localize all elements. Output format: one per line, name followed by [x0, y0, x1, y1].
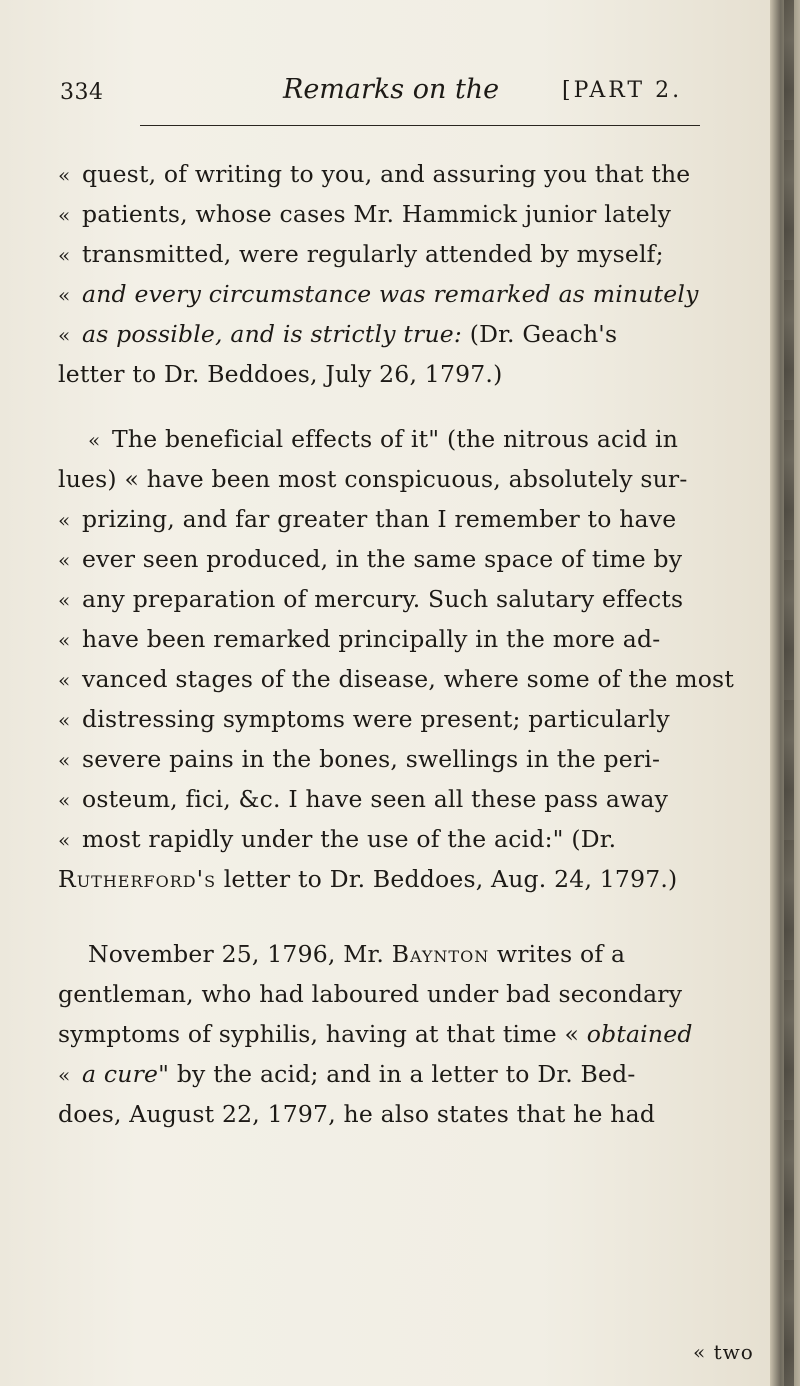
page-number: 334	[60, 80, 104, 105]
text-line: does, August 22, 1797, he also states that he had	[58, 1100, 656, 1128]
text-line: « have been remarked principally in the more ad-	[58, 625, 661, 653]
text-line: « osteum, fici, &c. I have seen all these pass away	[58, 785, 669, 813]
running-head: Remarks on the	[283, 74, 500, 105]
text-line: « a cure" by the acid; and in a letter to Dr. Bed-	[58, 1060, 636, 1088]
text-line: « any preparation of mercury. Such salutary effects	[58, 585, 684, 613]
text-line: « quest, of writing to you, and assuring you that the	[58, 160, 691, 188]
book-spine-edge	[770, 0, 800, 1386]
name-rutherford: Rutherford's	[58, 865, 217, 893]
text-line: « transmitted, were regularly attended by myself;	[58, 240, 664, 268]
text-line: « distressing symptoms were present; particularly	[58, 705, 670, 733]
text-line: lues) « have been most conspicuous, absolutely sur-	[58, 465, 688, 493]
text-line: « severe pains in the bones, swellings in the peri-	[58, 745, 661, 773]
name-baynton: Baynton	[391, 940, 490, 968]
text-line: letter to Dr. Beddoes, July 26, 1797.)	[58, 360, 503, 388]
text-line: « The beneficial effects of it" (the nitrous acid in	[88, 425, 679, 453]
citation-geach: (Dr. Geach's	[469, 320, 618, 348]
text-line: gentleman, who had laboured under bad secondary	[58, 980, 683, 1008]
part-label: [PART 2.	[562, 78, 683, 103]
text-line: « vanced stages of the disease, where some of the most	[58, 665, 734, 693]
text-line: symptoms of syphilis, having at that time « obtained	[58, 1020, 693, 1048]
text-line: « prizing, and far greater than I remember to have	[58, 505, 677, 533]
text-line: « as possible, and is strictly true: (Dr. Geach's	[58, 320, 618, 348]
text-line: « ever seen produced, in the same space of time by	[58, 545, 683, 573]
page-header	[0, 74, 770, 120]
text-line: « patients, whose cases Mr. Hammick junior lately	[58, 200, 672, 228]
text-line: « and every circumstance was remarked as minutely	[58, 280, 699, 308]
text-line: November 25, 1796, Mr. Baynton writes of a	[88, 940, 626, 968]
text-line: Rutherford's letter to Dr. Beddoes, Aug. 24, 1797.)	[58, 865, 678, 893]
catchword: « two	[693, 1340, 754, 1364]
text-line: « most rapidly under the use of the acid:" (Dr.	[58, 825, 617, 853]
header-rule	[140, 125, 700, 126]
spine-shadow	[784, 0, 794, 1386]
